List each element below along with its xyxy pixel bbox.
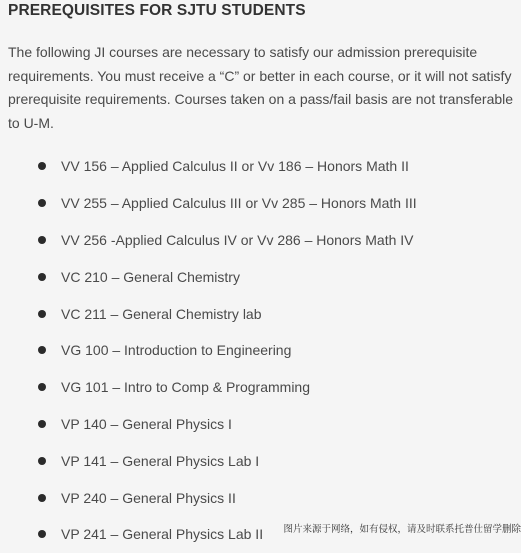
bullet-icon: [38, 457, 46, 465]
course-label: VG 100 – Introduction to Engineering: [61, 342, 292, 359]
course-label: VP 240 – General Physics II: [61, 489, 236, 506]
page-heading: PREREQUISITES FOR SJTU STUDENTS: [8, 2, 306, 19]
list-item: [38, 185, 417, 222]
watermark-caption: 图片来源于网络，如有侵权，请及时联系托普仕留学删除: [283, 524, 521, 535]
list-item: [38, 332, 417, 369]
list-item: [38, 258, 417, 295]
bullet-icon: [38, 162, 46, 170]
intro-paragraph: The following JI courses are necessary to satisfy our admission prerequisite requirements. You must receive a “C” or better in each course, or it will not satisfy prerequisite requirements. Courses taken on a pass/fail basis are not transferable to U-M.: [8, 44, 514, 131]
course-list: [38, 148, 417, 553]
bullet-icon: [38, 199, 46, 207]
list-item: [38, 442, 417, 479]
bullet-icon: [38, 273, 46, 281]
course-label: VV 255 – Applied Calculus III or Vv 285 – Honors Math III: [61, 195, 417, 212]
bullet-icon: [38, 310, 46, 318]
list-item: [38, 222, 417, 259]
list-item: [38, 479, 417, 516]
course-label: VC 211 – General Chemistry lab: [61, 305, 262, 322]
list-item: [38, 148, 417, 185]
course-label: VV 256 -Applied Calculus IV or Vv 286 – Honors Math IV: [61, 231, 414, 248]
bullet-icon: [38, 346, 46, 354]
list-item: [38, 369, 417, 406]
course-label: VV 156 – Applied Calculus II or Vv 186 – Honors Math II: [61, 158, 409, 175]
bullet-icon: [38, 236, 46, 244]
bullet-icon: [38, 383, 46, 391]
course-label: VP 141 – General Physics Lab I: [61, 452, 260, 469]
bullet-icon: [38, 530, 46, 538]
course-label: VP 140 – General Physics I: [61, 415, 232, 432]
bullet-icon: [38, 420, 46, 428]
course-label: VC 210 – General Chemistry: [61, 268, 240, 285]
course-label: VG 101 – Intro to Comp & Programming: [61, 379, 310, 396]
bullet-icon: [38, 494, 46, 502]
list-item: [38, 295, 417, 332]
list-item: [38, 406, 417, 443]
course-label: VP 241 – General Physics Lab II: [61, 526, 264, 543]
